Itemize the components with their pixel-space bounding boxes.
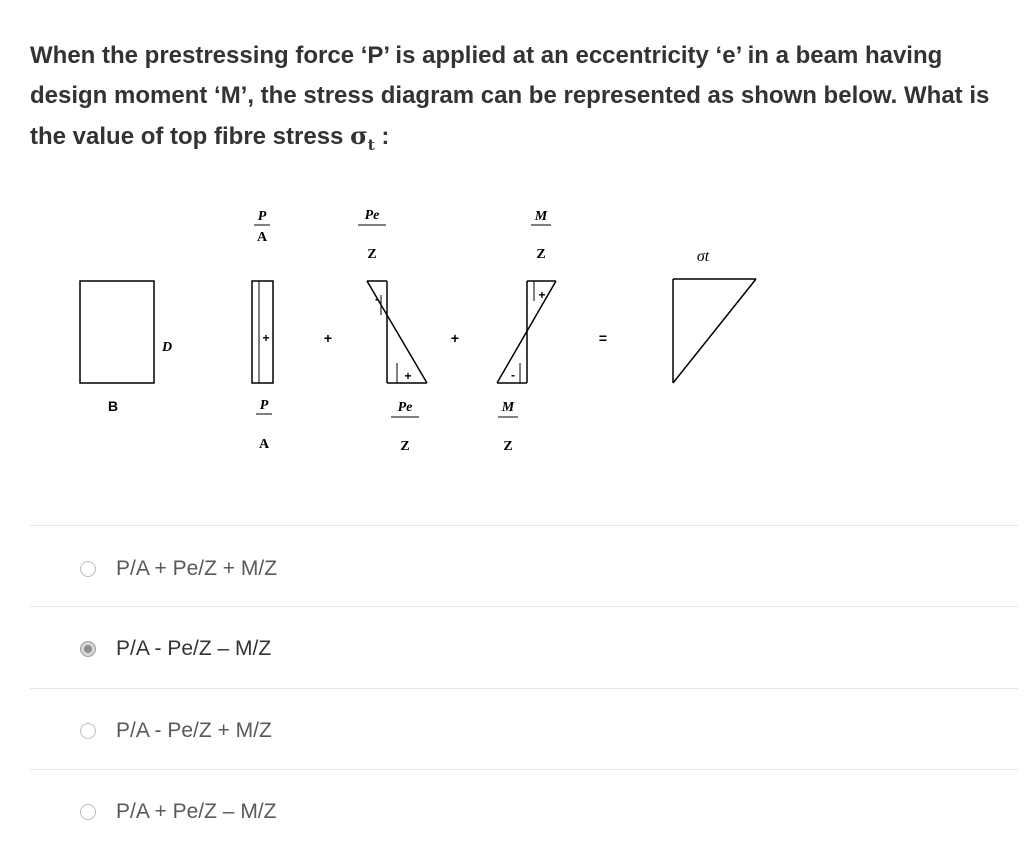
prestress-bot-den: Z xyxy=(400,439,410,454)
divider xyxy=(30,525,1018,526)
operator-plus-2: + xyxy=(450,330,460,346)
option-1[interactable] xyxy=(80,554,277,584)
moment-bending-block xyxy=(497,209,556,454)
radio-button[interactable] xyxy=(80,561,96,577)
resultant-stress-block xyxy=(673,248,756,383)
option-label: P/A - Pe/Z + M/Z xyxy=(116,719,272,742)
moment-bot-num: M xyxy=(501,400,515,415)
result-label: σt xyxy=(696,248,710,265)
axial-bot-den: A xyxy=(258,437,270,452)
option-label: P/A + Pe/Z + M/Z xyxy=(116,557,278,580)
prestress-top-sign: - xyxy=(375,292,379,306)
operator-plus-1: + xyxy=(323,330,333,346)
prestress-top-den: Z xyxy=(367,247,377,262)
moment-top-num: M xyxy=(534,209,548,224)
prestress-bot-num: Pe xyxy=(397,400,413,415)
stress-diagram xyxy=(0,195,1024,465)
sigma-symbol: $\sigma_t$ xyxy=(350,121,375,154)
divider xyxy=(30,688,1018,689)
prestress-top-num: Pe xyxy=(364,208,380,223)
section-width-label: B xyxy=(108,398,119,414)
moment-bot-sign: - xyxy=(511,368,515,382)
axial-top-den: A xyxy=(256,230,268,245)
question-text xyxy=(30,36,1015,165)
question-suffix: : xyxy=(374,123,390,150)
moment-bot-den: Z xyxy=(503,439,513,454)
axial-sign: + xyxy=(262,331,270,345)
divider xyxy=(30,606,1018,607)
axial-top-num: P xyxy=(257,209,267,224)
beam-section xyxy=(80,281,154,383)
option-2[interactable] xyxy=(80,634,271,664)
radio-button[interactable] xyxy=(80,804,96,820)
option-4[interactable] xyxy=(80,797,276,827)
axial-stress-block xyxy=(252,209,273,452)
option-3[interactable] xyxy=(80,716,272,746)
moment-top-sign: + xyxy=(538,288,546,302)
radio-button-selected[interactable] xyxy=(80,641,96,657)
divider xyxy=(30,769,1018,770)
option-label: P/A + Pe/Z – M/Z xyxy=(116,800,277,823)
prestress-bending-block xyxy=(358,208,427,454)
operator-equals: = xyxy=(598,330,608,346)
moment-top-den: Z xyxy=(536,247,546,262)
prestress-bot-sign: + xyxy=(404,369,412,383)
question-body: When the prestressing force ‘P’ is applied at an eccentricity ‘e’ in a beam having design moment ‘M’, the stress diagram can be represented as shown below. What is the value of top fibre stress xyxy=(30,42,990,150)
radio-button[interactable] xyxy=(80,723,96,739)
axial-bot-num: P xyxy=(259,398,269,413)
section-depth-label: D xyxy=(162,340,173,355)
option-label: P/A - Pe/Z – M/Z xyxy=(116,637,272,660)
